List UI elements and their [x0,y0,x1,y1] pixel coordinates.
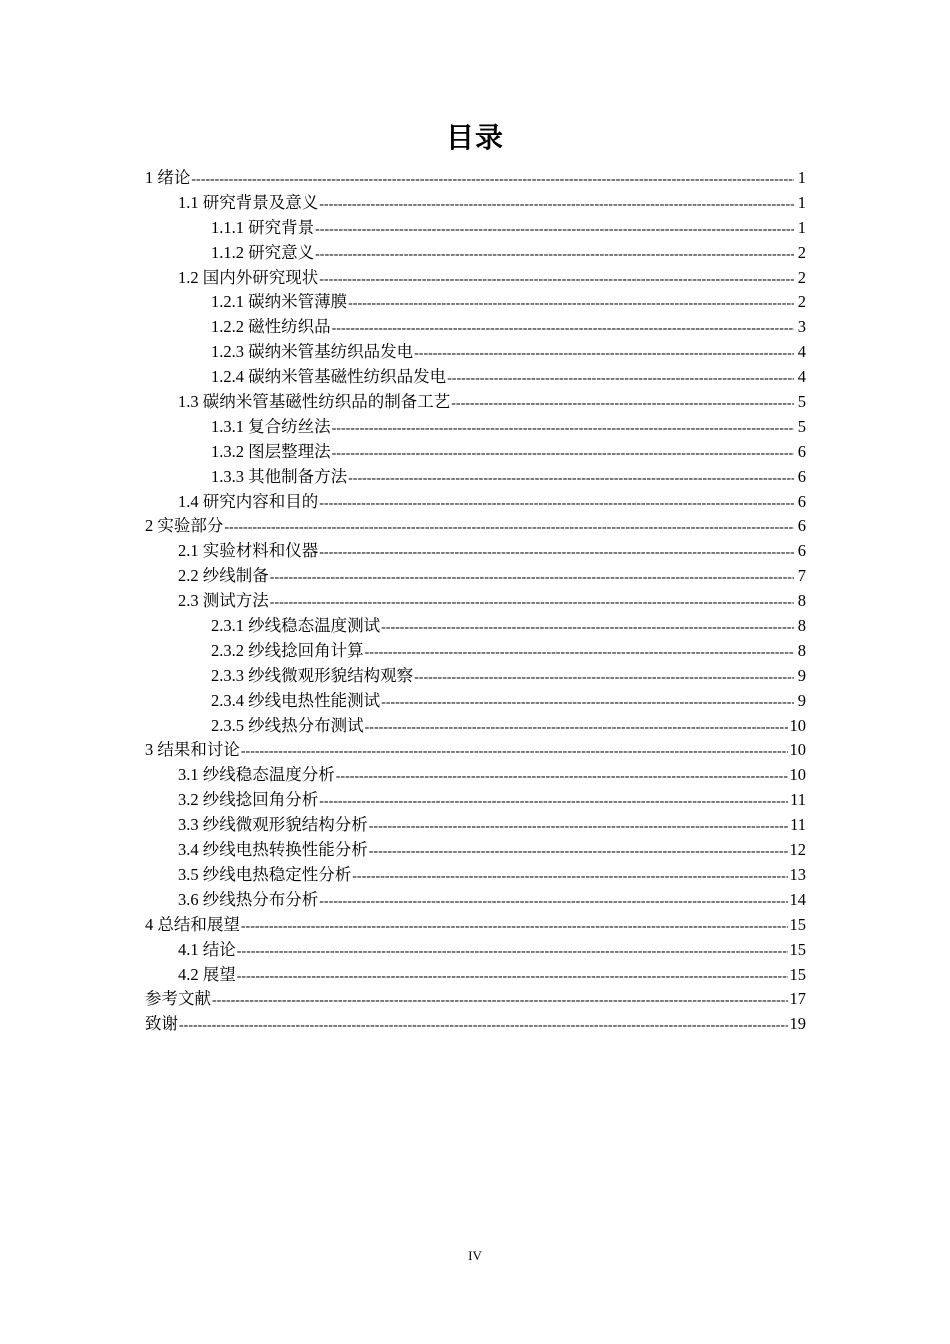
toc-entry-title: 4.2 展望 [178,964,236,984]
toc-dot-leader [369,840,788,865]
toc-dot-leader [336,765,788,790]
toc-entry-title: 2.3.1 纱线稳态温度测试 [211,616,381,636]
toc-entry-title: 1.2 国内外研究现状 [178,267,319,287]
toc-dot-leader [365,641,794,666]
toc-dot-leader [319,890,787,915]
toc-dot-leader [212,989,788,1014]
toc-entry[interactable] [145,963,806,988]
toc-entry-title: 3.1 纱线稳态温度分析 [178,765,335,785]
toc-entry-page-number: 9 [797,665,806,685]
toc-entry[interactable] [145,813,806,838]
toc-entry-title: 4.1 结论 [178,939,236,959]
toc-dot-leader [319,541,794,566]
toc-entry-page-number: 6 [797,441,806,461]
toc-entry-page-number: 8 [797,640,806,660]
toc-entry-page-number: 10 [789,740,806,760]
toc-entry-title: 3.3 纱线微观形貌结构分析 [178,815,368,835]
toc-entry-page-number: 1 [797,217,806,237]
toc-dot-leader [414,666,794,691]
toc-entry-page-number: 15 [789,964,806,984]
toc-entry-page-number: 15 [789,914,806,934]
toc-entry-page-number: 1 [797,192,806,212]
toc-entry-title: 3 结果和讨论 [145,740,240,760]
toc-entry[interactable] [145,1012,806,1037]
toc-entry-page-number: 11 [790,815,806,835]
toc-dot-leader [447,367,794,392]
toc-entry[interactable] [145,913,806,938]
toc-dot-leader [352,865,787,890]
toc-entry-title: 1.3 碳纳米管基磁性纺织品的制备工艺 [178,392,451,412]
toc-dot-leader [348,467,794,492]
toc-dot-leader [241,740,788,765]
toc-entry-page-number: 3 [797,317,806,337]
toc-entry[interactable] [145,191,806,216]
toc-dot-leader [270,591,794,616]
toc-entry-page-number: 14 [789,889,806,909]
toc-dot-leader [381,691,794,716]
toc-entry-page-number: 2 [797,267,806,287]
toc-entry[interactable] [145,266,806,291]
toc-dot-leader [365,716,788,741]
toc-dot-leader [369,815,788,840]
toc-entry-page-number: 19 [789,1014,806,1034]
toc-entry-page-number: 5 [797,416,806,436]
toc-entry-page-number: 2 [797,242,806,262]
toc-entry-title: 2.3.4 纱线电热性能测试 [211,690,381,710]
toc-entry-title: 2.3.2 纱线捻回角计算 [211,640,364,660]
toc-dot-leader [381,616,794,641]
toc-entry-page-number: 7 [797,566,806,586]
toc-entry[interactable] [145,614,806,639]
toc-entry[interactable] [145,589,806,614]
toc-dot-leader [414,342,794,367]
toc-entry-page-number: 8 [797,616,806,636]
toc-entry-title: 1.2.4 碳纳米管基磁性纺织品发电 [211,367,447,387]
toc-entry[interactable] [145,763,806,788]
toc-dot-leader [319,268,794,293]
toc-entry-title: 3.6 纱线热分布分析 [178,889,319,909]
toc-dot-leader [315,218,794,243]
toc-dot-leader [348,292,794,317]
toc-entry[interactable] [145,838,806,863]
toc-entry-title: 2 实验部分 [145,516,224,536]
toc-entry[interactable] [145,689,806,714]
toc-entry[interactable] [145,564,806,589]
toc-entry-title: 1.1.1 研究背景 [211,217,315,237]
toc-entry-page-number: 10 [789,715,806,735]
toc-entry-page-number: 17 [789,989,806,1009]
toc-entry[interactable] [145,788,806,813]
toc-entry[interactable] [145,514,806,539]
toc-entry[interactable] [145,290,806,315]
toc-dot-leader [191,168,794,193]
toc-entry-page-number: 6 [797,516,806,536]
toc-entry[interactable] [145,365,806,390]
toc-entry-page-number: 8 [797,591,806,611]
toc-entry-title: 1.1.2 研究意义 [211,242,315,262]
toc-entry-page-number: 12 [789,840,806,860]
toc-dot-leader [315,243,794,268]
toc-entry-title: 2.1 实验材料和仪器 [178,541,319,561]
toc-dot-leader [319,193,794,218]
toc-entry[interactable] [145,241,806,266]
toc-dot-leader [179,1014,788,1039]
toc-entry[interactable] [145,539,806,564]
toc-entry-title: 参考文献 [145,989,211,1009]
toc-entry[interactable] [145,440,806,465]
toc-entry-title: 1.4 研究内容和目的 [178,491,319,511]
toc-dot-leader [332,442,794,467]
toc-entry-page-number: 6 [797,541,806,561]
toc-dot-leader [237,940,788,965]
toc-dot-leader [319,492,794,517]
toc-entry-page-number: 13 [789,864,806,884]
toc-entry-title: 2.3.5 纱线热分布测试 [211,715,364,735]
toc-entry[interactable] [145,390,806,415]
toc-entry[interactable] [145,415,806,440]
toc-entry[interactable] [145,888,806,913]
toc-entry-title: 2.2 纱线制备 [178,566,269,586]
toc-entry[interactable] [145,639,806,664]
toc-entry-title: 1.1 研究背景及意义 [178,192,319,212]
toc-entry-page-number: 6 [797,466,806,486]
toc-entry[interactable] [145,465,806,490]
toc-entry[interactable] [145,490,806,515]
toc-entry-title: 1.3.3 其他制备方法 [211,466,348,486]
toc-entry-title: 1.2.3 碳纳米管基纺织品发电 [211,342,414,362]
toc-entry-title: 3.5 纱线电热稳定性分析 [178,864,352,884]
toc-entry[interactable] [145,738,806,763]
toc-entry[interactable] [145,863,806,888]
toc-entry[interactable] [145,216,806,241]
toc-dot-leader [241,915,788,940]
toc-entry-title: 4 总结和展望 [145,914,240,934]
toc-entry-page-number: 11 [790,790,806,810]
toc-entry[interactable] [145,664,806,689]
toc-entry-title: 1.3.2 图层整理法 [211,441,331,461]
toc-dot-leader [451,392,794,417]
toc-entry[interactable] [145,315,806,340]
toc-entry-page-number: 1 [797,168,806,187]
toc-entry-title: 1 绪论 [145,168,191,187]
toc-entry-title: 1.2.2 磁性纺织品 [211,317,331,337]
toc-entry-page-number: 5 [797,392,806,412]
toc-title: 目录 [445,121,504,154]
toc-entry-page-number: 10 [789,765,806,785]
toc-entry-page-number: 15 [789,939,806,959]
toc-entry-page-number: 4 [797,342,806,362]
toc-entry-title: 2.3 测试方法 [178,591,269,611]
toc-entry-page-number: 2 [797,292,806,312]
toc-entry[interactable] [145,340,806,365]
toc-entry-title: 2.3.3 纱线微观形貌结构观察 [211,665,414,685]
toc-entry-page-number: 6 [797,491,806,511]
toc-entry[interactable] [145,938,806,963]
toc-entry-title: 1.2.1 碳纳米管薄膜 [211,292,348,312]
toc-list [145,166,806,1037]
toc-entry-page-number: 9 [797,690,806,710]
toc-entry-title: 1.3.1 复合纺丝法 [211,416,331,436]
toc-entry-title: 3.4 纱线电热转换性能分析 [178,840,368,860]
toc-dot-leader [332,417,794,442]
toc-entry[interactable] [145,987,806,1012]
toc-dot-leader [270,566,794,591]
toc-entry-title: 3.2 纱线捻回角分析 [178,790,319,810]
toc-dot-leader [224,516,794,541]
toc-entry[interactable] [145,714,806,739]
toc-entry-page-number: 4 [797,367,806,387]
toc-dot-leader [237,965,788,990]
toc-entry-title: 致谢 [145,1014,178,1034]
toc-dot-leader [332,317,794,342]
toc-dot-leader [319,790,788,815]
toc-entry[interactable] [145,166,806,191]
page-number: IV [468,1248,482,1263]
